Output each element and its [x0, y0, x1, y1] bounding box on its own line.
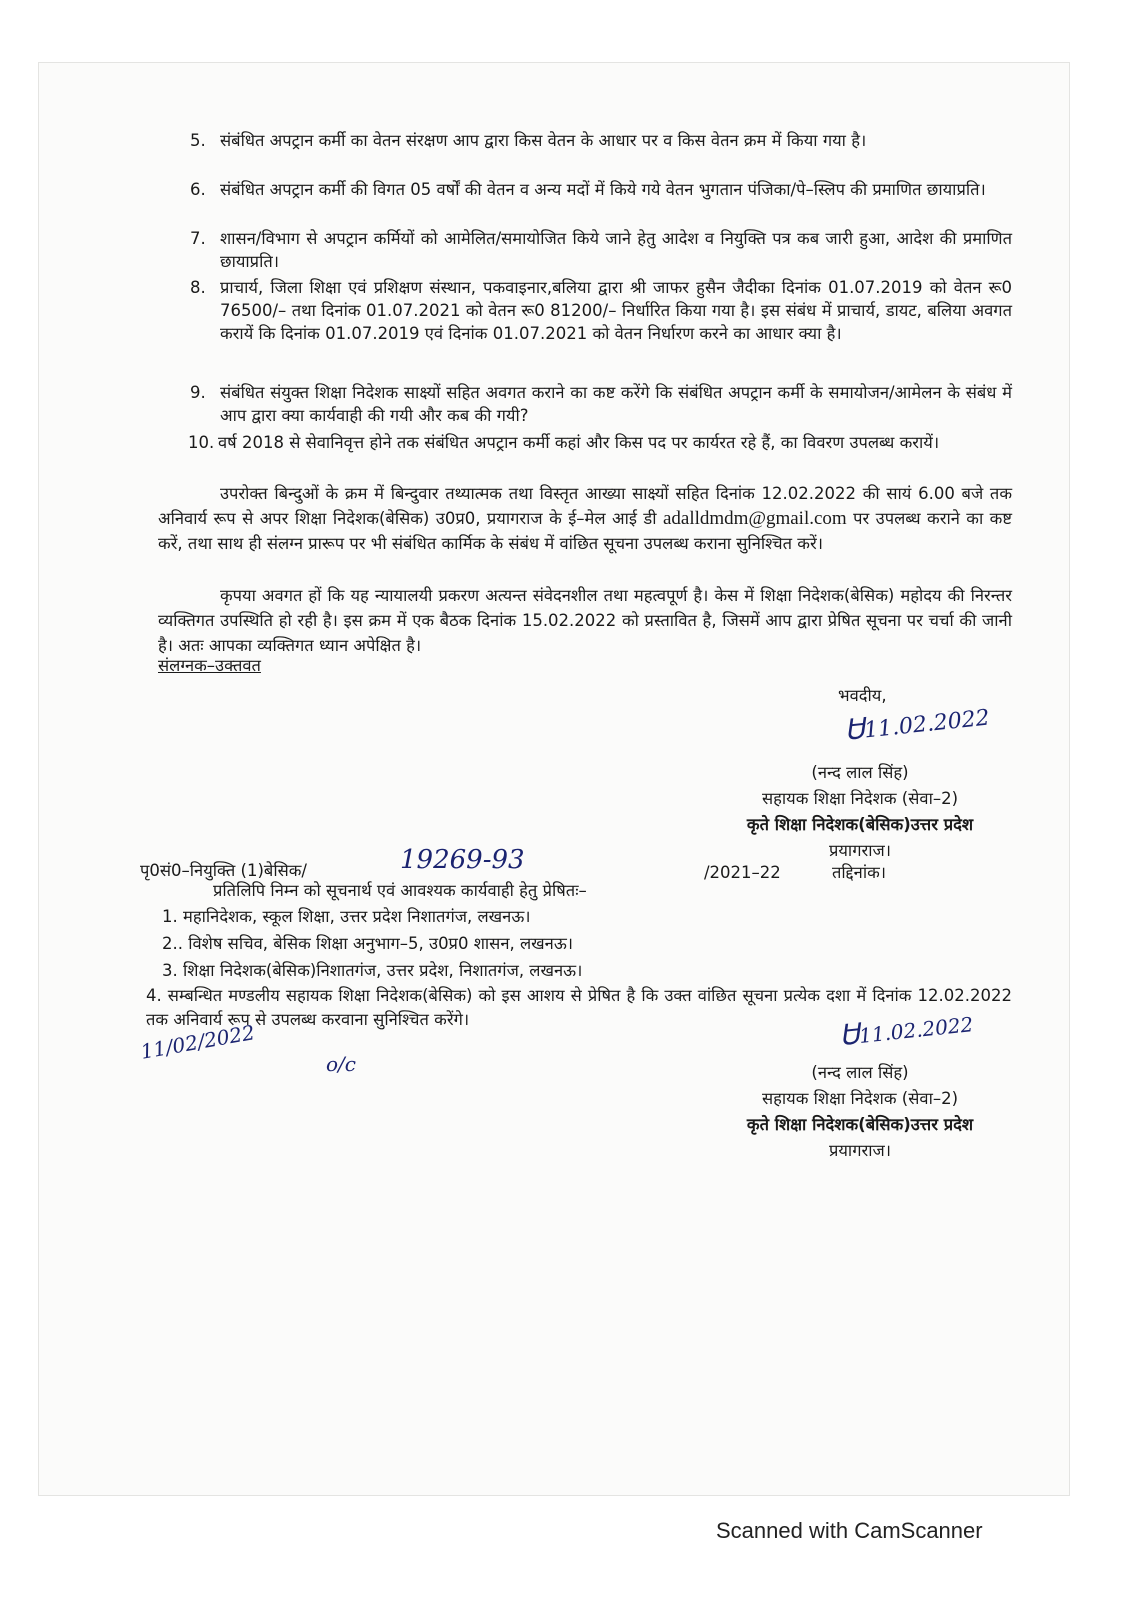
copy-item: 3. शिक्षा निदेशक(बेसिक)निशातगंज, उत्तर प्रदेश, निशातगंज, लखनऊ।	[162, 961, 583, 980]
reference-prefix: पृ0सं0–नियुक्ति (1)बेसिक/	[140, 861, 307, 880]
signatory-name: (नन्द लाल सिंह)	[811, 763, 909, 782]
point-text: वर्ष 2018 से सेवानिवृत्त होने तक संबंधित अपट्रान कर्मी कहां और किस पद पर कार्यरत रहे हैं, का विवरण उपलब्ध करायें।	[218, 433, 940, 452]
copy-intro: प्रतिलिपि निम्न को सूचनार्थ एवं आवश्यक कार्यवाही हेतु प्रेषितः–	[213, 881, 587, 900]
handwritten-dispatch-number: 19269-93	[400, 845, 525, 875]
paragraph-text: पर उपलब्ध कराने का कष्ट करें, तथा साथ ही संलग्न प्रारूप पर भी संबंधित कार्मिक के संबंध में वांछित सूचना उपलब्ध कराना सुनिश्चित करें।	[158, 509, 1012, 553]
handwritten-date: 11.02.2022	[857, 1012, 975, 1048]
signatory-block-1	[690, 760, 1030, 864]
copy-item: 2.. विशेष सचिव, बेसिक शिक्षा अनुभाग–5, उ0प्र0 शासन, लखनऊ।	[162, 934, 574, 953]
signatory-designation: सहायक शिक्षा निदेशक (सेवा–2)	[761, 1089, 959, 1108]
signatory-place: प्रयागराज।	[828, 1141, 892, 1160]
signatory-designation: सहायक शिक्षा निदेशक (सेवा–2)	[761, 789, 959, 808]
copy-item: 4. सम्बन्धित मण्डलीय सहायक शिक्षा निदेशक(बेसिक) को इस आशय से प्रेषित है कि उक्त वांछित सूचना प्रत्येक दशा में दिनांक 12.02.2022 तक अनिवार्य रूप से उपलब्ध करवाना सुनिश्चित करेंगे।	[146, 986, 1012, 1029]
instruction-paragraph	[158, 481, 1012, 556]
point-8	[190, 276, 1012, 345]
signatory-office: कृते शिक्षा निदेशक(बेसिक)उत्तर प्रदेश	[746, 1115, 974, 1134]
point-5	[190, 129, 1012, 152]
point-number: 10.	[188, 433, 215, 452]
point-number: 9.	[190, 383, 206, 402]
point-number: 5.	[190, 131, 206, 150]
handwritten-mark: o/c	[326, 1052, 356, 1076]
signatory-block-2	[690, 1060, 1030, 1164]
handwritten-initials-date: 11/02/2022	[138, 1020, 257, 1064]
point-number: 7.	[190, 229, 206, 248]
signature-scribble: Ꮜ	[838, 1017, 861, 1052]
camscanner-watermark: Scanned with CamScanner	[716, 1518, 983, 1543]
point-text: प्राचार्य, जिला शिक्षा एवं प्रशिक्षण संस्थान, पकवाइनार,बलिया द्वारा श्री जाफर हुसैन जैदीका दिनांक 01.07.2019 को वेतन रू0 76500/– तथा दिनांक 01.07.2021 को वेतन रू0 81200/– निर्धारित किया गया है। इस संबंध में प्राचार्य, डायट, बलिया अवगत करायें कि दिनांक 01.07.2019 एवं दिनांक 01.07.2021 को वेतन निर्धारण करने का आधार क्या है।	[220, 278, 1012, 343]
reference-date: तद्दिनांक।	[832, 863, 887, 882]
point-7	[190, 227, 1012, 273]
point-text: शासन/विभाग से अपट्रान कर्मियों को आमेलित/समायोजित किये जाने हेतु आदेश व नियुक्ति पत्र कब जारी हुआ, आदेश की प्रमाणित छायाप्रति।	[220, 229, 1012, 271]
copy-item: 1. महानिदेशक, स्कूल शिक्षा, उत्तर प्रदेश निशातगंज, लखनऊ।	[162, 907, 531, 926]
signatory-office: कृते शिक्षा निदेशक(बेसिक)उत्तर प्रदेश	[746, 815, 974, 834]
point-number: 8.	[190, 278, 206, 297]
point-9	[190, 381, 1012, 427]
enclosure-label: संलग्नक–उक्तवत	[158, 656, 261, 675]
reference-year: /2021–22	[704, 863, 781, 882]
point-text: संबंधित अपट्रान कर्मी का वेतन संरक्षण आप द्वारा किस वेतन के आधार पर व किस वेतन क्रम में किया गया है।	[220, 131, 867, 150]
point-number: 6.	[190, 180, 206, 199]
urgency-paragraph: कृपया अवगत हों कि यह न्यायालयी प्रकरण अत्यन्त संवेदनशील तथा महत्वपूर्ण है। केस में शिक्षा निदेशक(बेसिक) महोदय की निरन्तर व्यक्तिगत उपस्थिति हो रही है। इस क्रम में एक बैठक दिनांक 15.02.2022 को प्रस्तावित है, जिसमें आप द्वारा प्रेषित सूचना पर चर्चा की जानी है। अतः आपका व्यक्तिगत ध्यान अपेक्षित है।	[158, 586, 1012, 655]
email-address[interactable]: adalldmdm@gmail.com	[662, 508, 847, 529]
point-10	[188, 431, 1012, 454]
point-text: संबंधित संयुक्त शिक्षा निदेशक साक्ष्यों सहित अवगत कराने का कष्ट करेंगे कि संबंधित अपट्रान कर्मी के समायोजन/आमेलन के संबंध में आप द्वारा क्या कार्यवाही की गयी और कब की गयी?	[220, 383, 1012, 425]
handwritten-date: 11.02.2022	[862, 705, 991, 744]
signatory-name: (नन्द लाल सिंह)	[811, 1063, 909, 1082]
signature-scribble: Ꮜ	[843, 711, 866, 747]
point-6	[190, 178, 1012, 201]
closing: भवदीय,	[838, 686, 887, 705]
point-text: संबंधित अपट्रान कर्मी की विगत 05 वर्षों की वेतन व अन्य मदों में किये गये वेतन भुगतान पंजिका/पे–स्लिप की प्रमाणित छायाप्रति।	[220, 180, 986, 199]
paragraph-text: उपरोक्त बिन्दुओं के क्रम में बिन्दुवार तथ्यात्मक तथा विस्तृत आख्या साक्ष्यों सहित दिनांक 12.02.2022 की सायं 6.00 बजे तक अनिवार्य रूप से अपर शिक्षा निदेशक(बेसिक) उ0प्र0, प्रयागराज के ई–मेल आई डी	[158, 484, 1012, 528]
signatory-place: प्रयागराज।	[828, 841, 892, 860]
